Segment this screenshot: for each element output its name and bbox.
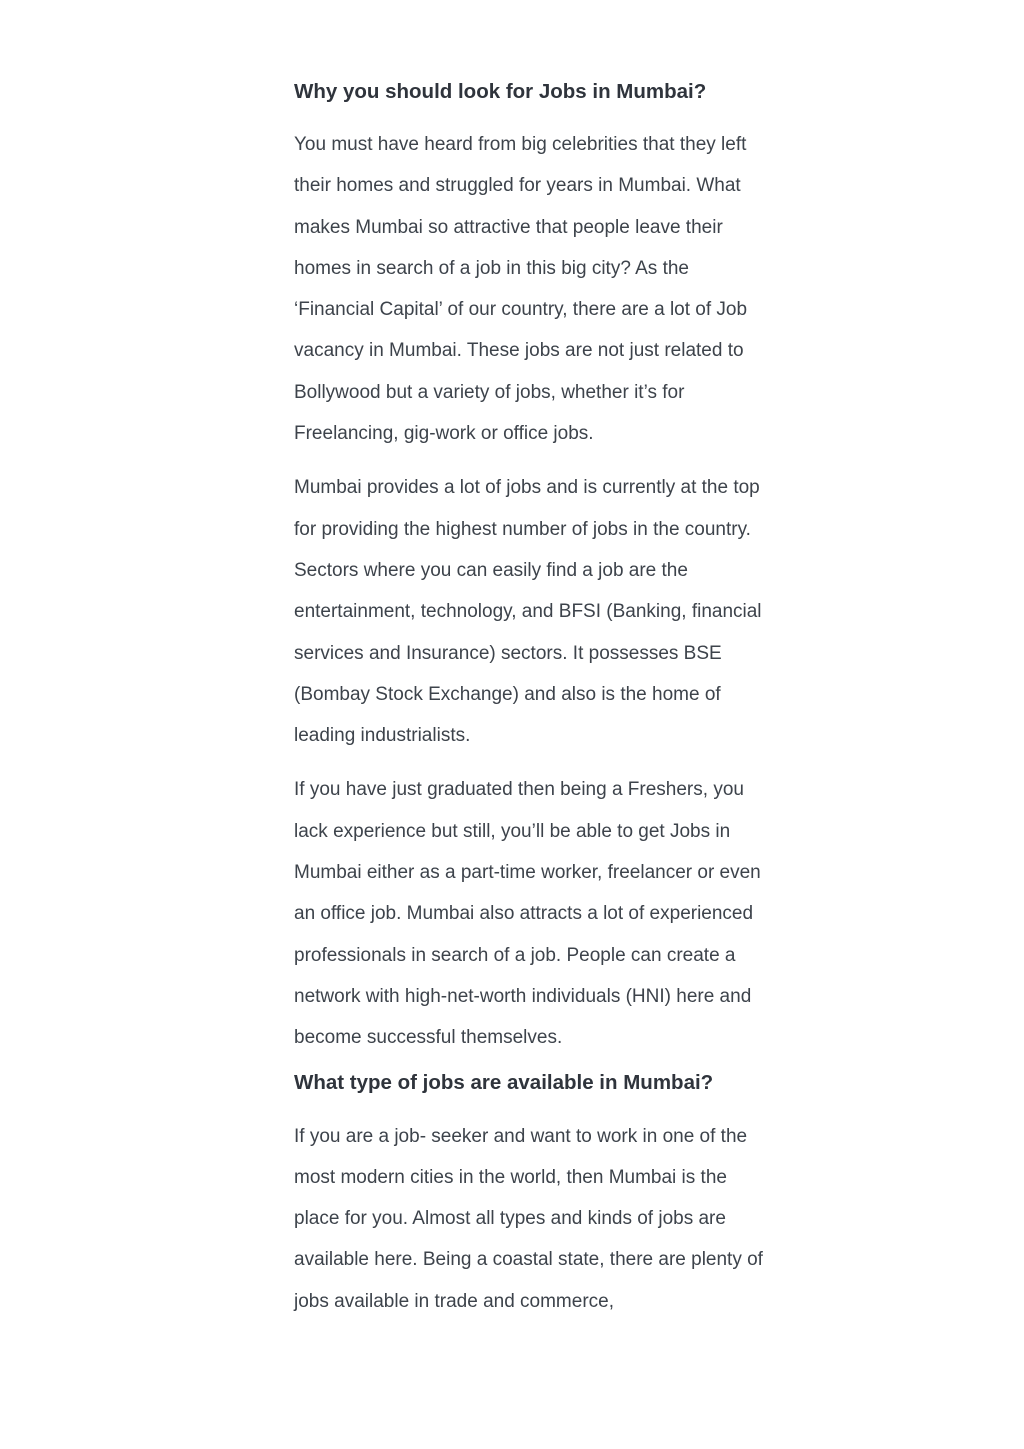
section-heading-job-types: What type of jobs are available in Mumbai? <box>294 1070 714 1094</box>
section-heading-why-mumbai: Why you should look for Jobs in Mumbai? <box>294 80 707 103</box>
paragraph-freshers: If you have just graduated then being a Freshers, you lack experience but still, you’ll be able to get Jobs in Mumbai either as a part-time worker, freelancer or even an office job. Mumbai also attracts a lot of experienced professionals in search of a job. People can create a network with high-net-worth individuals (HNI) here and become successful themselves. <box>294 779 761 1049</box>
article-body <box>294 70 764 1322</box>
paragraph-sectors: Mumbai provides a lot of jobs and is currently at the top for providing the highest number of jobs in the country. Sectors where you can easily find a job are the entertainment, technology, and BFSI (Banking, financial services and Insurance) sectors. It possesses BSE (Bombay Stock Exchange) and also is the home of leading industrialists. <box>294 477 762 747</box>
paragraph-celebrities: You must have heard from big celebrities that they left their homes and struggled for years in Mumbai. What makes Mumbai so attractive that people leave their homes in search of a job in this big city? As the ‘Financial Capital’ of our country, there are a lot of Job vacancy in Mumbai. These jobs are not just related to Bollywood but a variety of jobs, whether it’s for Freelancing, gig-work or office jobs. <box>294 134 748 445</box>
paragraph-job-seeker: If you are a job- seeker and want to work in one of the most modern cities in the world, then Mumbai is the place for you. Almost all types and kinds of jobs are available here. Being a coastal state, there are plenty of jobs available in trade and commerce, <box>294 1125 763 1312</box>
